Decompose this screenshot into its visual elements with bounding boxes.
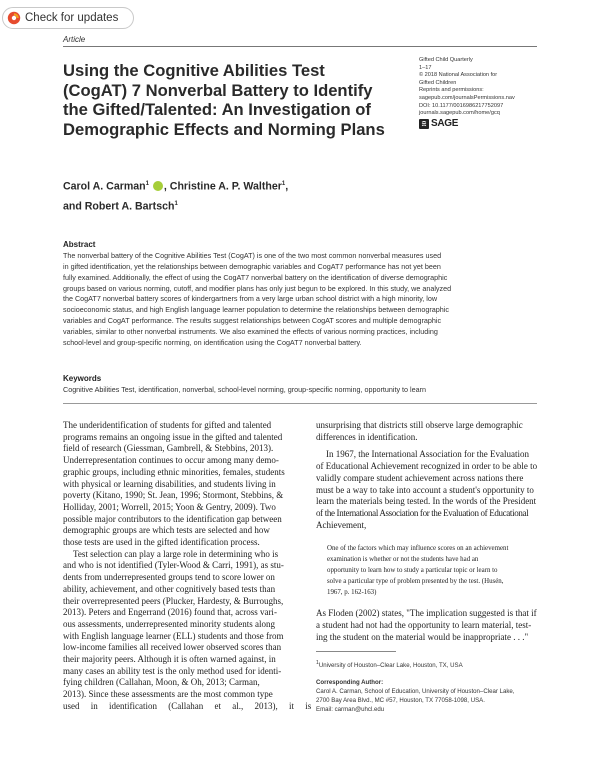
- journal-meta: [419, 57, 549, 129]
- body-line: a student had not had the opportunity to learn material, test-: [316, 620, 532, 631]
- body-line: differences in identification.: [316, 431, 418, 442]
- reprints-label: Reprints and permissions:: [419, 87, 484, 94]
- keywords-heading: Keywords: [63, 374, 102, 383]
- body-line: ous assessments, underrepresented minority students along: [63, 618, 275, 629]
- body-line: their majority peers. Although it is often warned against, in: [63, 654, 276, 665]
- body-line: The underidentification of students for gifted and talented: [63, 420, 272, 430]
- body-line: dents from underrepresented groups tend to score lower on: [63, 572, 275, 583]
- body-line: of Educational Achievement recognized in order to be able to: [316, 461, 538, 472]
- body-line: learn the materials being tested. In the words of the President: [316, 496, 537, 507]
- abstract-body: [63, 251, 537, 349]
- body-line: validly compare student achievement across nations there: [316, 472, 524, 483]
- body-line: of the International Association for the Evaluation of Educational: [316, 507, 529, 518]
- paper-title: [63, 61, 408, 139]
- permissions-link[interactable]: sagepub.com/journalsPermissions.nav: [419, 94, 515, 101]
- orcid-icon[interactable]: [153, 181, 163, 191]
- copyright-line: Gifted Children: [419, 79, 457, 86]
- abstract-line: variables and CogAT performance. The results suggest relationships between CogAT scores and multiple demographic: [63, 316, 442, 326]
- body-column-right: [316, 420, 546, 643]
- quote-line: One of the factors which may influence scores on an achievement: [327, 545, 509, 553]
- body-line: their overrepresented peers (Plucker, Hardesty, & Burroughs,: [63, 595, 284, 606]
- affiliation-sup: 1: [145, 181, 149, 187]
- body-line: As Floden (2002) states, "The implication suggested is that if: [316, 608, 537, 619]
- journal-name: Gifted Child Quarterly: [419, 57, 473, 63]
- affiliation-line: [316, 659, 542, 671]
- body-line: Underrepresentation continues to occur among many demo-: [63, 455, 279, 466]
- abstract-line: in gifted identification, yet the relationships between demographic variables and CogAT7 performance has not yet been: [63, 261, 441, 271]
- author-list: [63, 176, 383, 215]
- body-line: graphic groups, including ethnic minorities, females, students: [63, 466, 285, 477]
- body-line: Holliday, 2001; Worrell, 2015; Yoon & Gentry, 2009). Two: [63, 501, 276, 512]
- block-quote: [327, 543, 542, 598]
- abstract-line: groups based on various norming, cutoff, and modifier plans has only just begun to be explored. In this study, we analyzed: [63, 283, 452, 293]
- abstract-heading: Abstract: [63, 240, 96, 249]
- publisher-name: SAGE: [431, 117, 459, 129]
- publisher-logo: [419, 119, 549, 129]
- check-for-updates-icon: [7, 11, 21, 25]
- body-line: field of research (Giessman, Gambrell, & Stebbins, 2013).: [63, 443, 274, 454]
- body-line: fying children (Callahan, Moon, & Oh, 2013; Carman,: [63, 677, 260, 688]
- quote-line: solve a particular type of problem presented by the test. (Husén,: [327, 578, 504, 586]
- corresponding-author-line: 2700 Bay Area Blvd., MC #57, Houston, TX 77058-1098, USA.: [316, 696, 485, 704]
- affiliation-sup: 1: [174, 200, 178, 207]
- body-line: unsurprising that districts still observe large demographic: [316, 420, 523, 430]
- abstract-line: The nonverbal battery of the Cognitive Abilities Test (CogAT) is one of the two most common nonverbal measures used: [63, 251, 442, 260]
- abstract-line: the CogAT7 nonverbal battery scores of kindergartners from a very large urban school district with a high minority, low: [63, 294, 438, 304]
- body-line: and who is not identified (Tyler-Wood & Carri, 1991), as stu-: [63, 560, 284, 571]
- check-for-updates-label: Check for updates: [25, 12, 119, 24]
- copyright-line: © 2018 National Association for: [419, 72, 498, 79]
- header-rule: [63, 46, 537, 47]
- abstract-line: fully examined. Additionally, the effect of using the CogAT7 nonverbal battery on the identification of diverse demographic: [63, 272, 448, 282]
- corresponding-author-heading: Corresponding Author:: [316, 678, 384, 686]
- author-line: [63, 176, 383, 196]
- doi-link[interactable]: DOI: 10.1177/0016986217752097: [419, 102, 504, 109]
- affiliation-sup: 1: [281, 181, 286, 187]
- body-line: In 1967, the International Association for the Evaluation: [326, 449, 529, 460]
- body-line: with physical or learning disabilities, and students living in: [63, 478, 276, 489]
- body-line: many cases an ability test is the only method used for identi-: [63, 665, 282, 676]
- body-line: must be a way to take into account a student's opportunity to: [316, 484, 534, 495]
- body-line: low-income families all received lower observed scores than: [63, 642, 282, 653]
- body-line: those tests are used in the gifted identification process.: [63, 537, 260, 548]
- section-rule: [63, 403, 537, 404]
- footnote: [316, 659, 542, 715]
- quote-line: examination is whether or not the students have had an: [327, 556, 479, 564]
- body-line: 2013). Since these assessments are the most common type: [63, 689, 273, 700]
- body-line: Achievement,: [316, 519, 367, 530]
- author-name[interactable]: , Christine A. P. Walther: [163, 180, 282, 193]
- body-line: used in identification (Callahan et al., 2013), it is: [63, 700, 312, 711]
- keywords-text: Cognitive Abilities Test, identification, nonverbal, school-level norming, group-specific norming, opportunity to learn: [63, 385, 427, 394]
- title-line: Demographic Effects and Norming Plans: [63, 119, 385, 139]
- author-line: [63, 196, 383, 216]
- quote-line: 1967, p. 162-163): [327, 589, 377, 597]
- page-range: 1–17: [419, 64, 432, 71]
- author-name[interactable]: Carol A. Carman: [63, 180, 146, 193]
- body-line: programs remains an ongoing issue in the gifted and talented: [63, 431, 283, 442]
- abstract-line: school-level and group-specific norming, on identification using the CogAT7 nonverbal battery.: [63, 337, 362, 347]
- author-name[interactable]: and Robert A. Bartsch: [63, 200, 175, 213]
- author-separator: ,: [285, 180, 289, 193]
- affiliation-sup: 1: [316, 660, 319, 666]
- quote-line: opportunity to learn how to study a particular topic or learn to: [327, 567, 498, 575]
- body-line: possible major contributors to the identification gap between: [63, 513, 282, 524]
- check-for-updates-badge[interactable]: [2, 7, 134, 29]
- body-column-left: [63, 420, 312, 713]
- body-line: demographic groups are which tests are selected and how: [63, 525, 270, 536]
- abstract-line: socioeconomic status, and high English language learner population to determine the relationships between demographic: [63, 305, 449, 315]
- body-line: with English language learner (ELL) students and those from: [63, 630, 284, 641]
- article-type-label: Article: [63, 35, 86, 44]
- title-line: (CogAT) 7 Nonverbal Battery to Identify: [63, 80, 373, 100]
- body-line: Test selection can play a large role in determining who is: [73, 548, 279, 559]
- body-line: ing the student on the material would be inappropriate . . .": [316, 631, 529, 642]
- sage-logo-icon: [419, 119, 429, 129]
- body-line: poverty (Kitano, 1990; St. Jean, 1996; Stormont, Stebbins, &: [63, 490, 284, 501]
- journal-home-link[interactable]: journals.sagepub.com/home/gcq: [419, 110, 500, 117]
- title-line: Using the Cognitive Abilities Test: [63, 61, 325, 80]
- title-line: the Gifted/Talented: An Investigation of: [63, 100, 371, 120]
- corresponding-author-email[interactable]: Email: carman@uhcl.edu: [316, 705, 385, 713]
- body-line: 2013). Peters and Engerrand (2016) found that, across vari-: [63, 607, 277, 618]
- footnote-rule: [316, 651, 396, 652]
- affiliation-text: University of Houston–Clear Lake, Houston, TX, USA: [318, 662, 463, 670]
- body-line: ability, achievement, and other cognitively based tests than: [63, 583, 276, 594]
- corresponding-author-line: Carol A. Carman, School of Education, University of Houston–Clear Lake,: [316, 687, 515, 695]
- abstract-line: variables, similar to other nonverbal instruments. We also examined the effects of various norming practices, including: [63, 326, 438, 336]
